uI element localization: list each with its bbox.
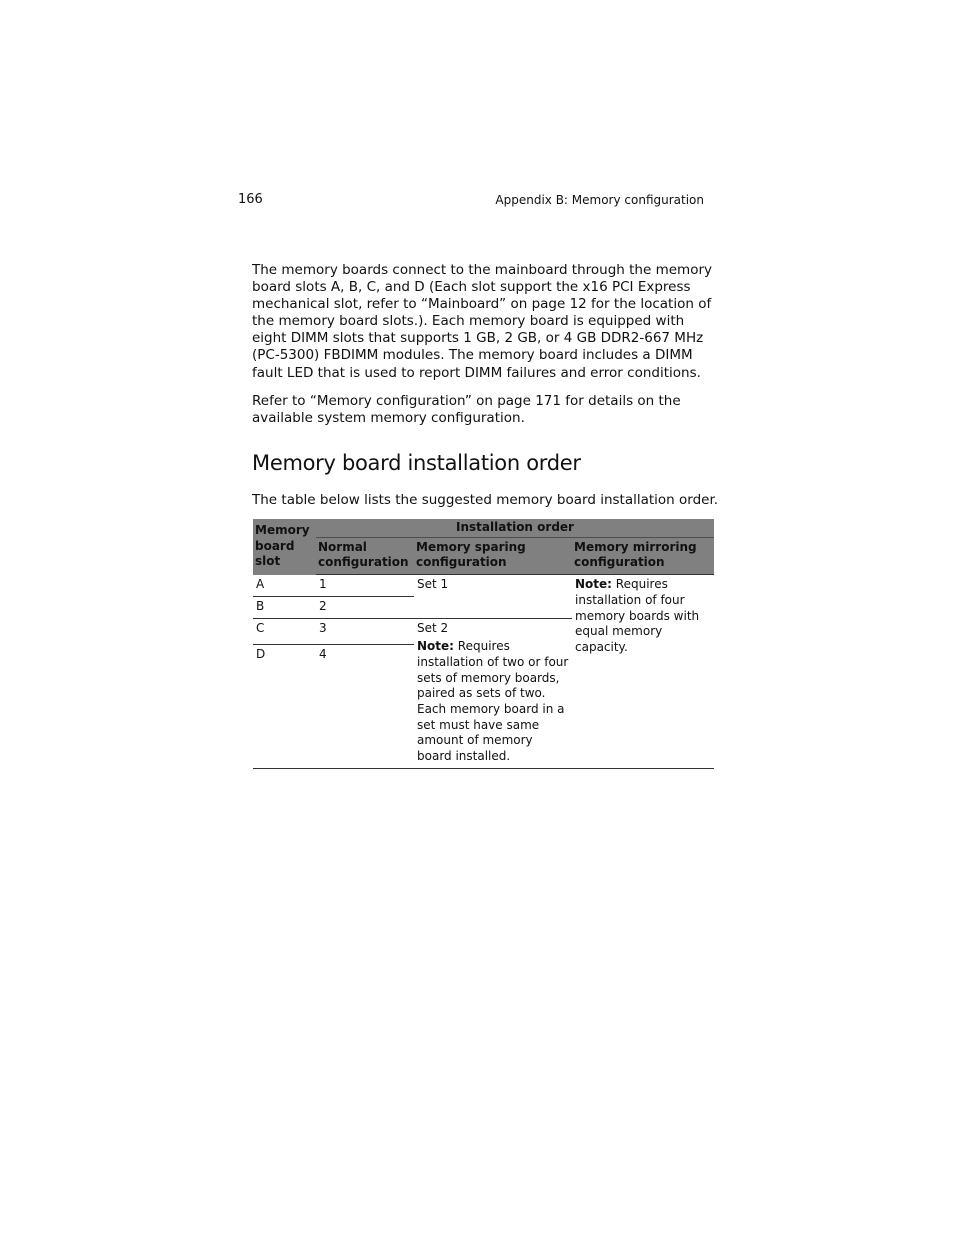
header-installation-order: Installation order — [316, 519, 714, 537]
sparing-set-1: Set 1 — [414, 575, 572, 618]
section-heading: Memory board installation order — [252, 451, 581, 475]
slot-cell: B — [253, 596, 316, 618]
table-row — [253, 575, 714, 597]
header-slot: Memory board slot — [253, 519, 316, 575]
header-sparing: Memory sparing configuration — [414, 537, 572, 574]
sparing-note-text: Requires installation of two or four sets of memory boards, paired as sets of two. Each memory board in a set must have same amount of memory board installed. — [417, 639, 569, 764]
body-paragraph-2: Refer to “Memory configuration” on page 171 for details on the available system memory configuration. — [252, 393, 681, 427]
normal-cell: 3 — [316, 618, 414, 644]
installation-order-table — [253, 519, 714, 769]
normal-cell: 4 — [316, 644, 414, 768]
body-paragraph-1: The memory boards connect to the mainboard through the memory board slots A, B, C, and D (Each slot support the x16 PCI Express mechanical slot, refer to “Mainboard” on page 12 for the location of the memory board slots.). Each memory board is equipped with eight DIMM slots that supports 1 GB, 2 GB, or 4 GB DDR2-667 MHz (PC-5300) FBDIMM modules. The memory board includes a DIMM fault LED that is used to report DIMM failures and error conditions. — [252, 262, 712, 381]
slot-cell: A — [253, 575, 316, 597]
table-intro: The table below lists the suggested memory board installation order. — [252, 492, 719, 508]
mirroring-note-text: Requires installation of four memory boards with equal memory capacity. — [575, 577, 700, 654]
mirroring-note-label: Note: — [575, 577, 612, 592]
sparing-note-label: Note: — [417, 639, 454, 654]
mirroring-note-cell — [572, 575, 714, 769]
sparing-set-2: Set 2 — [417, 620, 449, 635]
normal-cell: 1 — [316, 575, 414, 597]
slot-cell: D — [253, 644, 316, 768]
page-number: 166 — [238, 192, 263, 207]
header-mirroring: Memory mirroring configuration — [572, 537, 714, 574]
sparing-note — [417, 639, 570, 765]
normal-cell: 2 — [316, 596, 414, 618]
running-header: Appendix B: Memory configuration — [495, 193, 704, 207]
header-normal: Normal configuration — [316, 537, 414, 574]
slot-cell: C — [253, 618, 316, 644]
sparing-set-2-cell — [414, 618, 572, 768]
